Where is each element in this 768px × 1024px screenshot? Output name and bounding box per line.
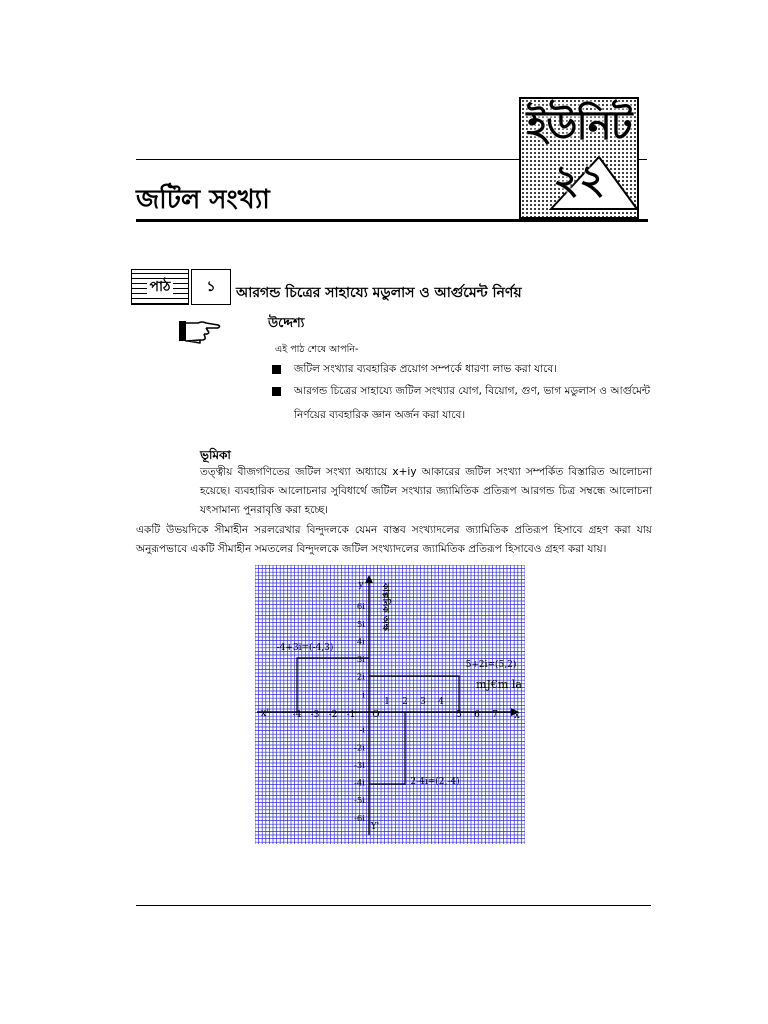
x-tick-label: 4 — [438, 697, 444, 707]
pointing-hand-icon — [178, 317, 222, 345]
y-axis-label: y — [358, 580, 364, 590]
bottom-rule — [136, 905, 651, 906]
y-tick-label: 5i — [356, 619, 365, 630]
x-tick-label: 5 — [456, 710, 462, 720]
unit-word: ইউনিট — [526, 103, 632, 149]
x-neg-axis-label: x' — [260, 708, 270, 719]
y-tick-label: 4i — [356, 637, 365, 648]
x-axis-label: x — [514, 710, 520, 721]
lesson-label-box — [131, 269, 189, 305]
x-tick-label: -1 — [346, 710, 356, 720]
real-axis-caption: mJ€m la — [476, 678, 522, 691]
x-tick-label: 1 — [384, 697, 390, 707]
y-tick-label: i — [362, 690, 365, 701]
objective-item-text: আরগন্ড চিত্রের সাহায্যে জটিল সংখ্যার যোগ, বিয়োগ, গুণ, ভাগ মডুলাস ও আর্গুমেন্ট নির্ণয়ের ব্যবহারিক জ্ঞান অর্জন করা যাবে। — [294, 385, 651, 421]
x-tick-label: -2 — [328, 710, 338, 720]
objective-intro: এই পাঠ শেষে আপনি- — [275, 344, 359, 355]
introduction-heading: ভূমিকা — [200, 448, 231, 462]
y-tick-label: 6i — [356, 602, 365, 613]
lesson-number: ১ — [191, 269, 231, 305]
point-label: -4+3i=(-4,3) — [276, 643, 334, 653]
bullet-square-icon — [272, 365, 281, 374]
x-tick-label: 6 — [474, 710, 480, 720]
y-tick-label: -6i — [354, 813, 365, 824]
y-tick-label: -4i — [354, 778, 365, 789]
body-paragraph: একটি উভয়দিকে সীমাহীন সরলরেখার বিন্দুদলকে যেমন বাস্তব সংখ্যাদলের জ্যামিতিক প্রতিরূপ হিসাবে গ্রহণ করা যায় অনুরূপভাবে একটি সীমাহীন সমতলের বিন্দুদলকে জটিল সংখ্যাদলের জ্যামিতিক প্রতিরূপ হিসাবেও গ্রহণ করা যায়। — [136, 524, 652, 555]
lesson-label-text: পাঠ — [149, 279, 171, 295]
unit-badge — [519, 97, 639, 219]
objective-heading: উদ্দেশ্য — [268, 316, 305, 331]
argand-diagram-svg — [255, 565, 525, 844]
introduction-body: তত্ত্বীয় বীজগণিতের জটিল সংখ্যা অধ্যায়ে x+iy আকারের জটিল সংখ্যা সম্পর্কিত বিস্তারিত আলোচনা হয়েছে। ব্যবহারিক আলোচনার সুবিধার্থে জটিল সংখ্যার জ্যামিতিক প্রতিরূপ আরগন্ড চিত্র সম্বন্ধে আলোচনা যৎসামান্য পুনরাবৃত্তি করা হচ্ছে। — [200, 466, 652, 516]
x-tick-label: 2 — [402, 697, 408, 707]
chapter-title: জটিল সংখ্যা — [136, 185, 270, 215]
y-tick-label: -2i — [354, 743, 365, 754]
top-rule-right — [639, 159, 647, 160]
bullet-square-icon — [272, 387, 281, 396]
title-rule — [136, 219, 648, 222]
point-label: 2-4i=(2,-4) — [410, 777, 460, 787]
x-tick-label: -3 — [310, 710, 320, 720]
x-tick-label: 7 — [492, 710, 498, 720]
objective-item-text: জটিল সংখ্যার ব্যবহারিক প্রয়োগ সম্পর্কে ধারণা লাভ করা যাবে। — [294, 363, 557, 375]
top-rule — [136, 159, 519, 160]
argand-diagram — [255, 565, 525, 844]
y-tick-label: -i — [359, 725, 365, 736]
x-tick-label: -4 — [292, 710, 302, 720]
y-neg-axis-label: Y' — [370, 822, 380, 832]
unit-number: ২২ — [552, 157, 605, 203]
origin-label: O — [372, 710, 380, 720]
lesson-title: আরগন্ড চিত্রের সাহায্যে মডুলাস ও আর্গুমেন্ট নির্ণয় — [236, 285, 522, 301]
point-label: 5+2i=(5,2) — [465, 660, 517, 670]
y-tick-label: 3i — [356, 655, 365, 666]
lesson-label — [131, 269, 231, 307]
x-tick-label: 3 — [420, 697, 426, 707]
y-tick-label: 2i — [356, 672, 365, 683]
y-tick-label: -3i — [354, 760, 365, 771]
imaginary-axis-caption: কাল্পনিক অক্ষ — [380, 583, 390, 631]
y-tick-label: -5i — [354, 796, 365, 807]
